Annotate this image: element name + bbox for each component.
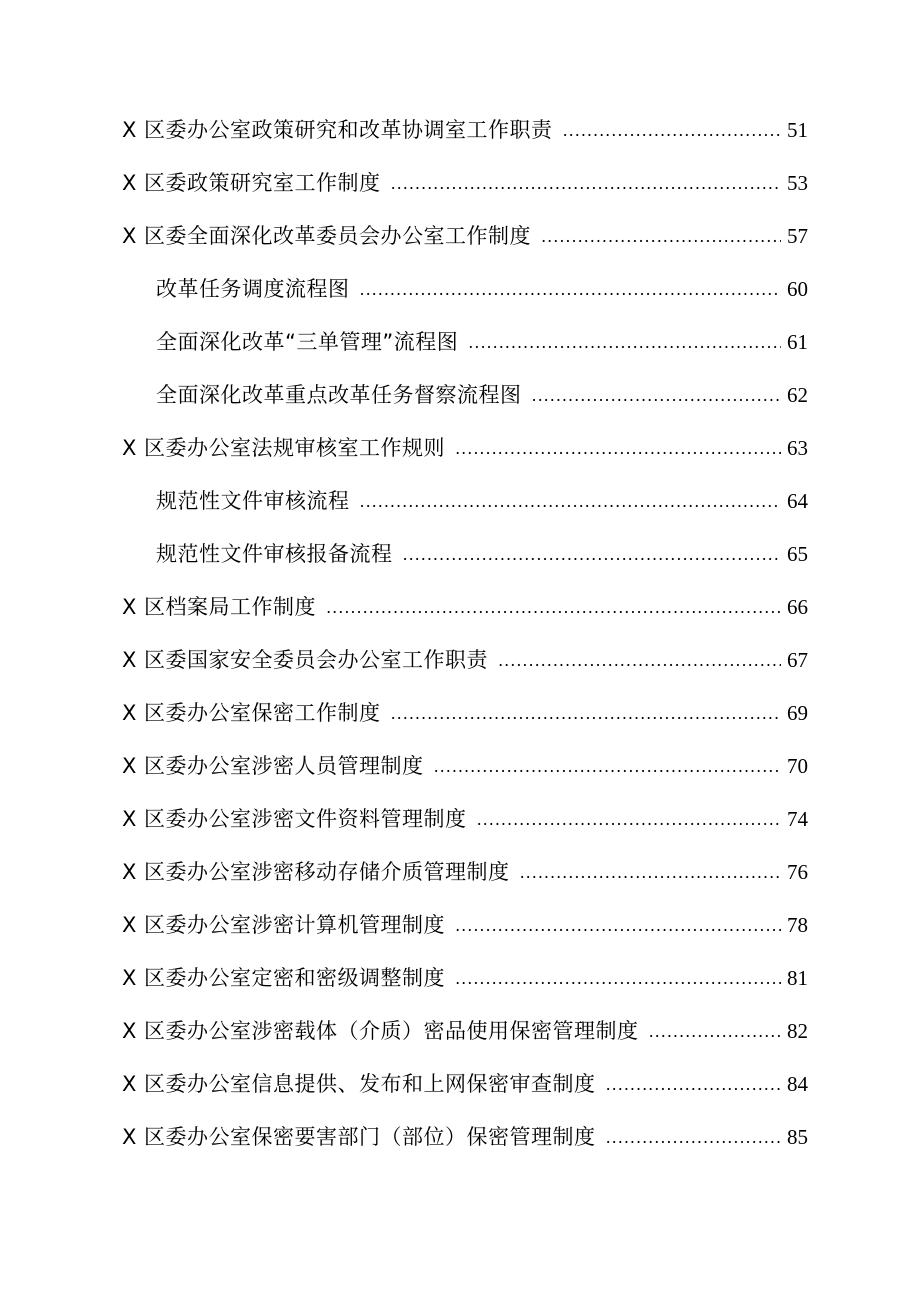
toc-entry-page-number: 70 (787, 754, 808, 778)
toc-entry-title: X 区委办公室信息提供、发布和上网保密审查制度 (122, 1072, 596, 1096)
toc-entry[interactable] (0, 210, 920, 263)
toc-entry-page-number: 65 (787, 542, 808, 566)
toc-entry[interactable] (0, 157, 920, 210)
toc-entry-title: X 区档案局工作制度 (122, 595, 317, 619)
toc-entry-title: 规范性文件审核流程 (156, 489, 350, 513)
toc-entry-title: X 区委办公室涉密载体（介质）密品使用保密管理制度 (122, 1019, 639, 1043)
toc-dot-leader (468, 316, 781, 369)
toc-entry-page-number: 76 (787, 860, 808, 884)
toc-entry-title: X 区委办公室涉密计算机管理制度 (122, 913, 446, 937)
toc-dot-leader (606, 1111, 781, 1164)
toc-dot-leader (403, 528, 782, 581)
toc-entry-title: X 区委办公室法规审核室工作规则 (122, 436, 446, 460)
toc-dot-leader (520, 846, 781, 899)
toc-dot-leader (455, 952, 781, 1005)
toc-dot-leader (434, 740, 781, 793)
toc-entry-page-number: 60 (787, 277, 808, 301)
toc-dot-leader (606, 1058, 781, 1111)
toc-entry[interactable] (0, 104, 920, 157)
toc-entry-title: 全面深化改革“三单管理”流程图 (156, 330, 459, 354)
toc-entry-title: X 区委国家安全委员会办公室工作职责 (122, 648, 489, 672)
toc-entry-page-number: 69 (787, 701, 808, 725)
toc-dot-leader (541, 210, 781, 263)
toc-entry-page-number: 85 (787, 1125, 808, 1149)
toc-dot-leader (391, 687, 781, 740)
toc-entry[interactable] (0, 740, 920, 793)
toc-entry-page-number: 53 (787, 171, 808, 195)
toc-dot-leader (498, 634, 781, 687)
toc-entry-page-number: 63 (787, 436, 808, 460)
toc-entry-page-number: 57 (787, 224, 808, 248)
toc-entry-title: X 区委办公室涉密人员管理制度 (122, 754, 424, 778)
toc-dot-leader (326, 581, 781, 634)
toc-dot-leader (477, 793, 781, 846)
toc-entry-title: X 区委办公室保密要害部门（部位）保密管理制度 (122, 1125, 596, 1149)
toc-entry[interactable] (0, 952, 920, 1005)
toc-dot-leader (649, 1005, 781, 1058)
toc-entry-page-number: 84 (787, 1072, 808, 1096)
toc-dot-leader (360, 263, 782, 316)
toc-entry[interactable] (0, 793, 920, 846)
toc-entry-title: 全面深化改革重点改革任务督察流程图 (156, 383, 522, 407)
toc-entry-title: 改革任务调度流程图 (156, 277, 350, 301)
toc-entry[interactable] (0, 687, 920, 740)
toc-entry-title: X 区委办公室涉密文件资料管理制度 (122, 807, 467, 831)
toc-dot-leader (360, 475, 782, 528)
toc-entry-page-number: 78 (787, 913, 808, 937)
toc-dot-leader (455, 422, 781, 475)
toc-entry-page-number: 61 (787, 330, 808, 354)
toc-entry-page-number: 64 (787, 489, 808, 513)
toc-entry-page-number: 62 (787, 383, 808, 407)
toc-entry[interactable] (0, 1111, 920, 1164)
toc-entry-title: X 区委政策研究室工作制度 (122, 171, 381, 195)
toc-entry-title: X 区委办公室保密工作制度 (122, 701, 381, 725)
toc-entry[interactable] (0, 475, 920, 528)
toc-entry[interactable] (0, 1058, 920, 1111)
toc-entry[interactable] (0, 581, 920, 634)
toc-entry[interactable] (0, 899, 920, 952)
toc-entry-title: X 区委办公室定密和密级调整制度 (122, 966, 446, 990)
toc-entry-title: X 区委办公室政策研究和改革协调室工作职责 (122, 118, 553, 142)
toc-entry[interactable] (0, 369, 920, 422)
toc-entry-page-number: 66 (787, 595, 808, 619)
toc-entry[interactable] (0, 422, 920, 475)
toc-entry-page-number: 81 (787, 966, 808, 990)
toc-dot-leader (563, 104, 781, 157)
table-of-contents (0, 104, 920, 1164)
toc-entry[interactable] (0, 634, 920, 687)
toc-entry-page-number: 67 (787, 648, 808, 672)
toc-entry-page-number: 51 (787, 118, 808, 142)
toc-dot-leader (391, 157, 781, 210)
toc-entry[interactable] (0, 528, 920, 581)
toc-dot-leader (532, 369, 782, 422)
toc-entry[interactable] (0, 316, 920, 369)
toc-entry-page-number: 74 (787, 807, 808, 831)
toc-entry-page-number: 82 (787, 1019, 808, 1043)
toc-entry-title: X 区委办公室涉密移动存储介质管理制度 (122, 860, 510, 884)
toc-dot-leader (455, 899, 781, 952)
toc-entry[interactable] (0, 263, 920, 316)
toc-entry-title: 规范性文件审核报备流程 (156, 542, 393, 566)
toc-entry[interactable] (0, 846, 920, 899)
toc-entry[interactable] (0, 1005, 920, 1058)
toc-entry-title: X 区委全面深化改革委员会办公室工作制度 (122, 224, 532, 248)
